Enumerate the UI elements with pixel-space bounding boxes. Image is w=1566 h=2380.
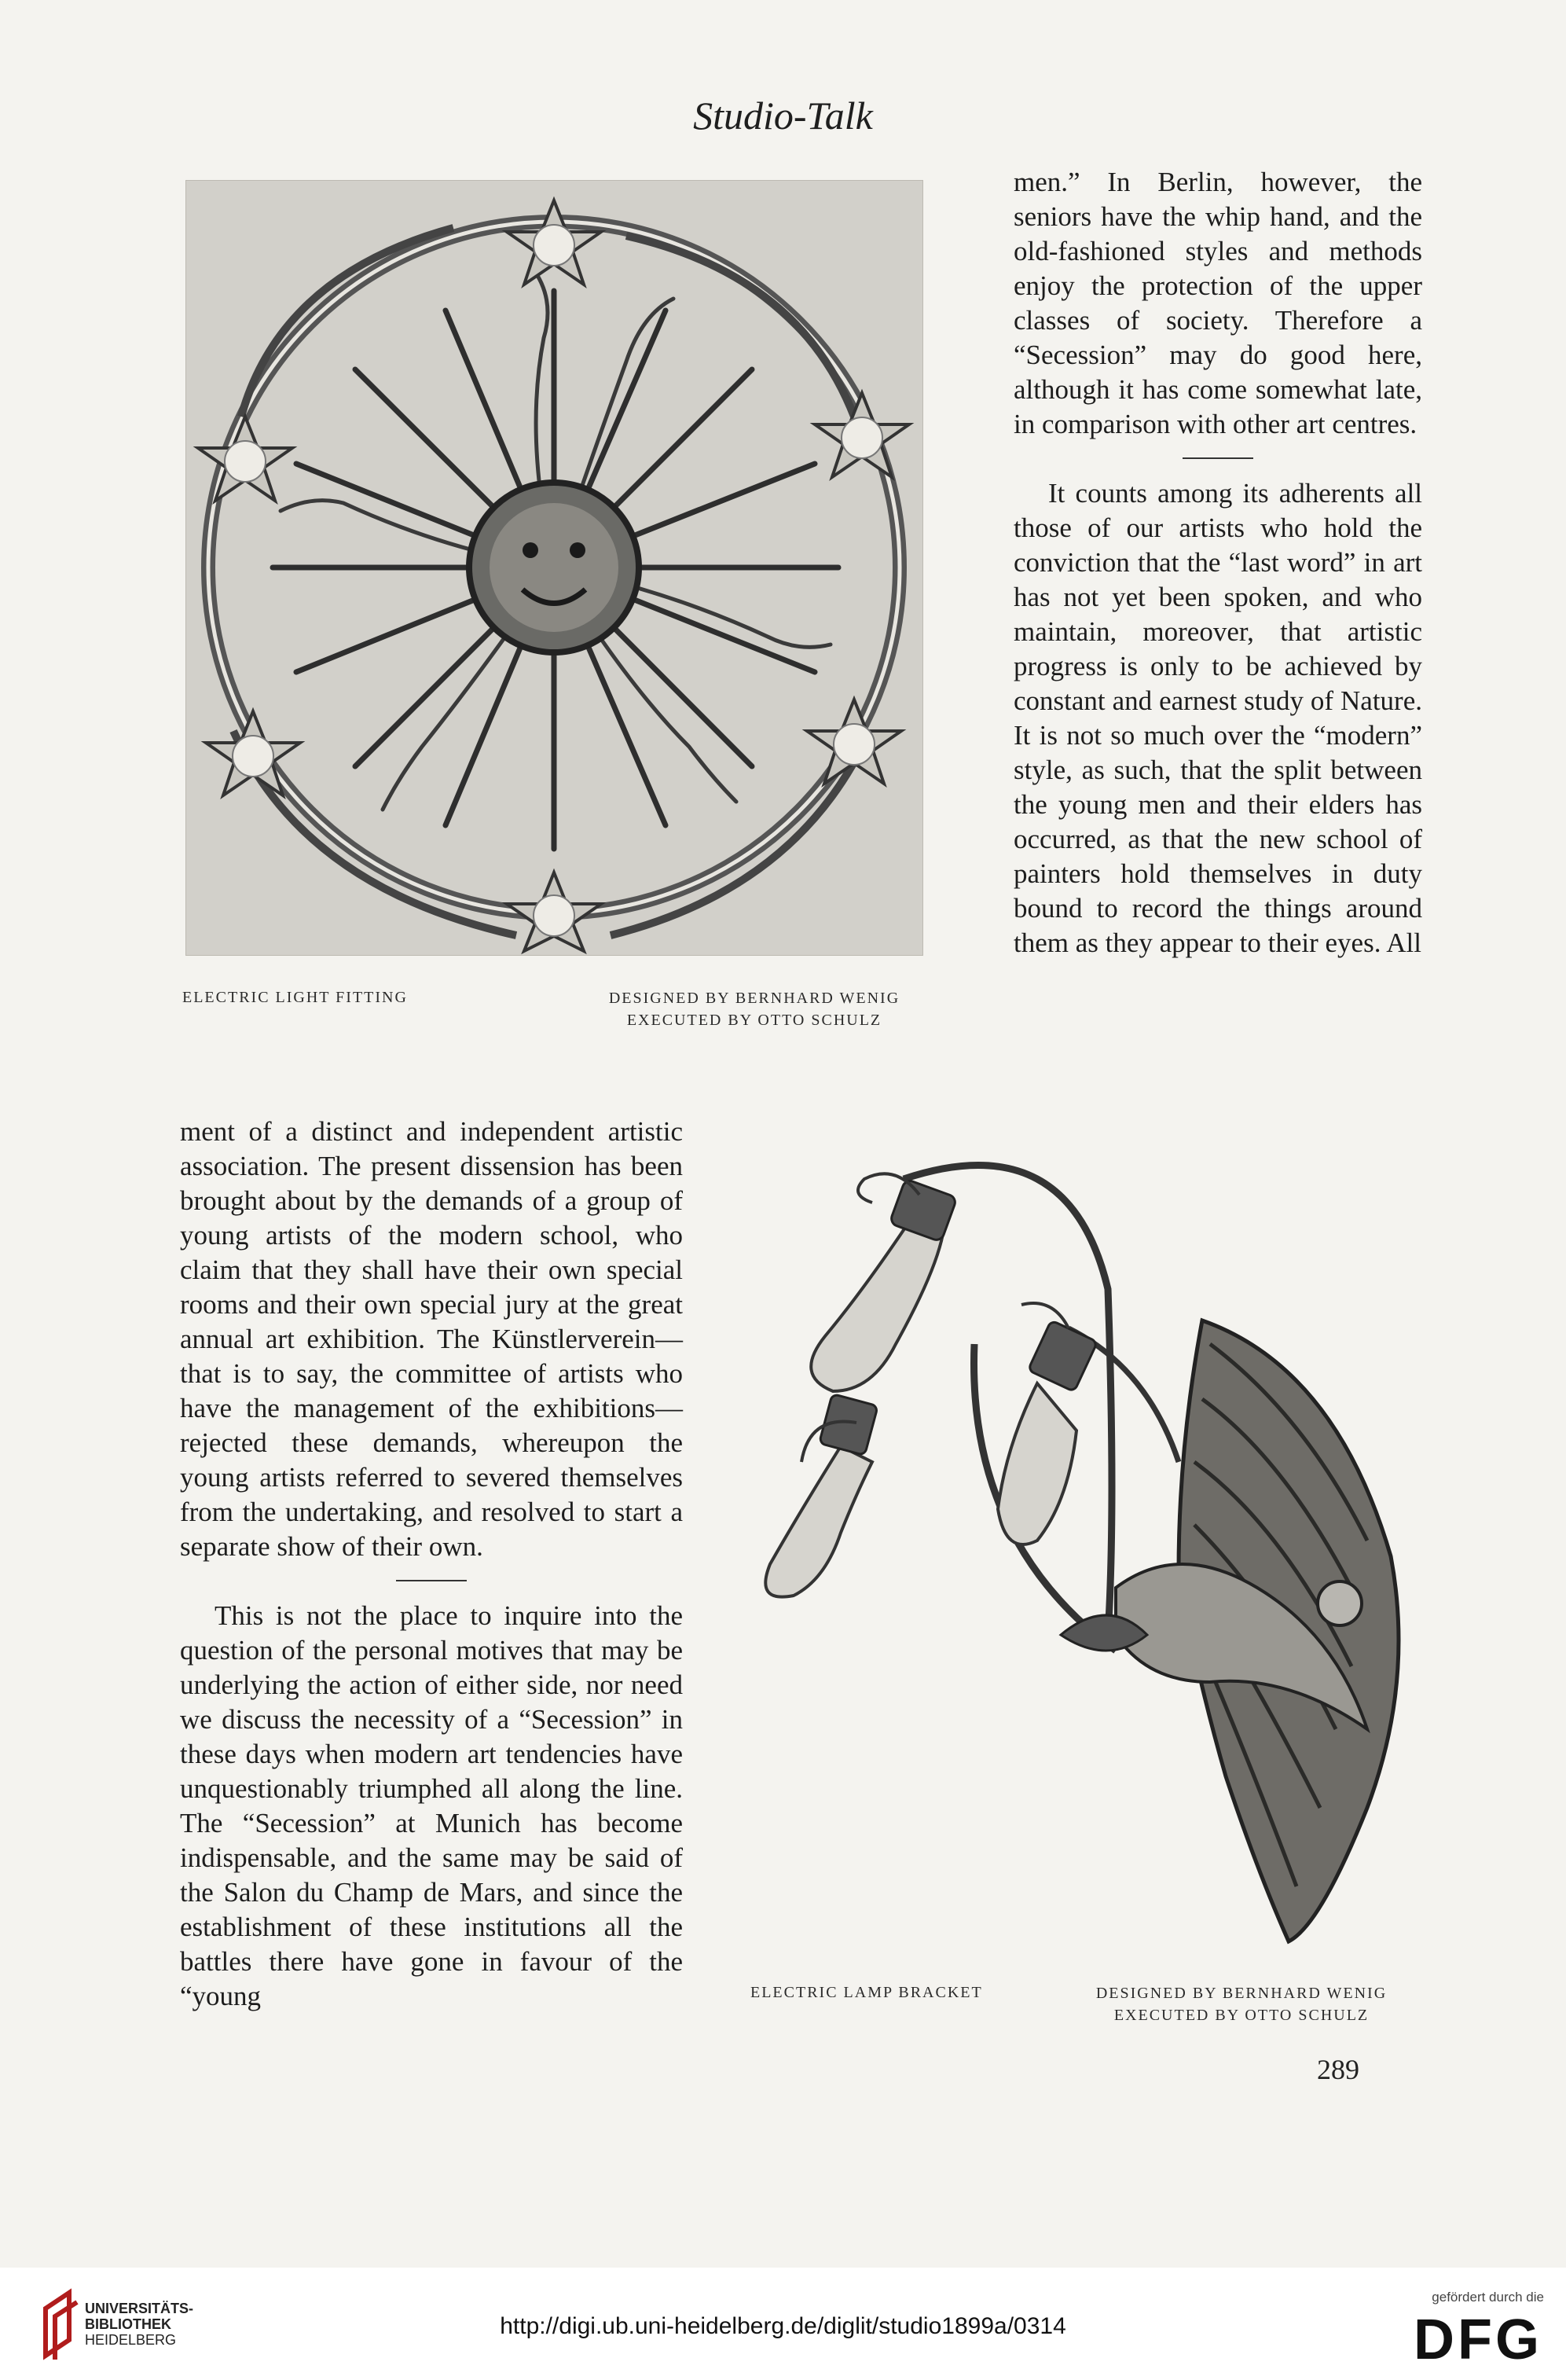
paragraph: It counts among its adherents all those of our artists who hold the conviction that the “last word” in art has not yet been spoken, and who maintain, moreover, that artistic progress is only to be achieved by constant and earnest study of Nature. It is not so much over the “modern” style, as such, that the split between the young men and their elders has occurred, as that the new school of painters hold themselves in duty bound to record the things around them as they appear to their eyes. All	[1014, 478, 1422, 958]
lamp-bracket-plate	[739, 1132, 1430, 1965]
plate2-designer: DESIGNED BY BERNHARD WENIG	[1095, 1985, 1388, 2002]
section-divider	[1183, 457, 1253, 459]
plate2-executor: EXECUTED BY OTTO SCHULZ	[1113, 2007, 1370, 2024]
library-name-line1: UNIVERSITÄTS-	[85, 2301, 194, 2316]
digitization-footer	[0, 2268, 1566, 2380]
paragraph: This is not the place to inquire into the question of the personal motives that may be underlying the action of either side, nor need we discuss the necessity of a “Secession” in these days when modern art tendencies have unquestionably triumphed all along the line. The “Secession” at Munich has become indispensable, and the same may be said of the Salon du Champ de Mars, and since the establishment of these institutions all the battles there have gone in favour of the “young	[180, 1600, 683, 2011]
sun-light-fitting-illustration	[186, 181, 922, 955]
light-fitting-plate	[185, 180, 923, 956]
plate2-credit-caption	[1053, 1982, 1430, 2026]
plate1-credit-caption	[566, 987, 943, 1031]
running-head: Studio-Talk	[693, 94, 873, 138]
left-column-text	[180, 1115, 683, 2014]
dfg-logo: DFG	[1414, 2308, 1542, 2371]
funding-label: gefördert durch die	[1432, 2290, 1544, 2305]
library-name-line3: HEIDELBERG	[85, 2332, 177, 2348]
page-number: 289	[1317, 2054, 1359, 2085]
right-column-text	[1014, 165, 1422, 960]
plate1-executor: EXECUTED BY OTTO SCHULZ	[626, 1012, 882, 1029]
lamp-bracket-illustration	[739, 1132, 1430, 1965]
plate1-designer: DESIGNED BY BERNHARD WENIG	[608, 990, 900, 1007]
paragraph: ment of a distinct and independent artistic association. The present dissension has been brought about by the demands of a group of young artists of the modern school, who claim that they shall have their own special rooms and their own special jury at the great annual art exhibition. The Künstlerverein—that is to say, the committee of artists who have the management of the exhibitions—rejected these demands, whereupon the young artists referred to severed themselves from the undertaking, and resolved to start a separate show of their own.	[180, 1116, 683, 1562]
library-name-line2: BIBLIOTHEK	[85, 2316, 171, 2332]
plate2-title-caption: ELECTRIC LAMP BRACKET	[750, 1984, 983, 2001]
section-divider	[396, 1580, 467, 1581]
paragraph: men.” In Berlin, however, the seniors have the whip hand, and the old-fashioned styles and methods enjoy the protection of the upper classes of society. Therefore a “Secession” may do good here, although it has come somewhat late, in comparison with other art centres.	[1014, 167, 1422, 439]
plate1-title-caption: ELECTRIC LIGHT FITTING	[182, 989, 408, 1006]
source-url-link[interactable]: http://digi.ub.uni-heidelberg.de/diglit/studio1899a/0314	[500, 2313, 1066, 2339]
